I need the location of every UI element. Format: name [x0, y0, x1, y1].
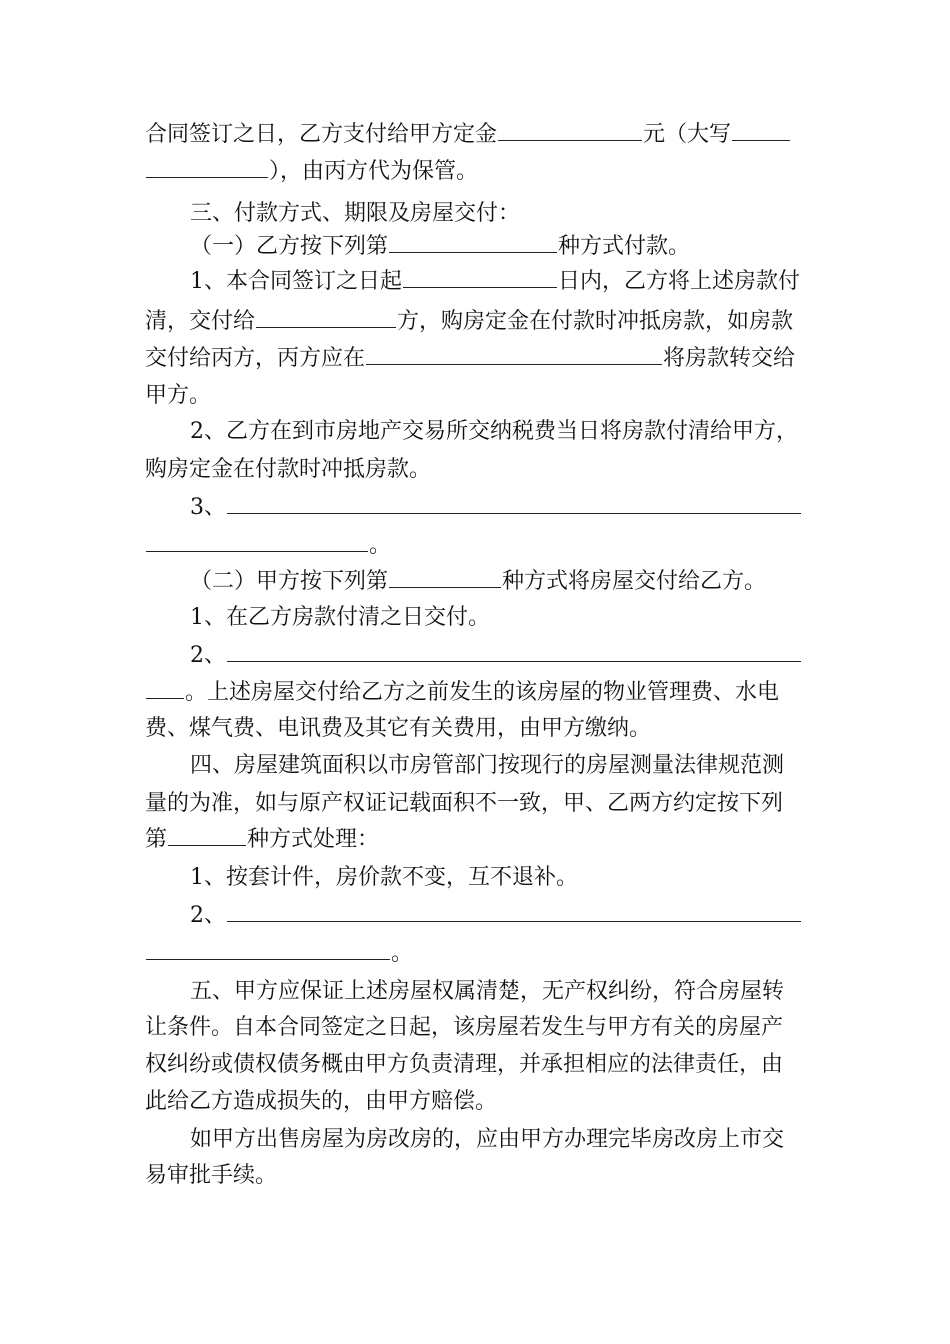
text-line: [190, 566, 766, 598]
text: （二）甲方按下列第: [190, 569, 389, 594]
text-line: 让条件。自本合同签定之日起，该房屋若发生与甲方有关的房屋产: [145, 1015, 784, 1040]
text: 元（大写: [643, 122, 732, 147]
text: （一）乙方按下列第: [190, 234, 389, 259]
text-line: 四、房屋建筑面积以市房管部门按现行的房屋测量法律规范测: [190, 753, 785, 778]
text-line: [190, 492, 802, 524]
blank-field: [498, 119, 642, 141]
text: 2、: [190, 643, 226, 668]
blank-field: [403, 266, 557, 288]
blank-field: [227, 640, 801, 662]
text-line: [145, 938, 413, 970]
text-line: [190, 231, 690, 263]
text: 第: [145, 827, 168, 852]
blank-field: [146, 530, 368, 552]
text-line: 五、甲方应保证上述房屋权属清楚，无产权纠纷，符合房屋转: [190, 979, 785, 1004]
text: 方，购房定金在付款时冲抵房款，如房款: [397, 309, 794, 334]
text: 。: [369, 533, 392, 558]
text: 3、: [190, 495, 226, 520]
text-line: 此给乙方造成损失的，由甲方赔偿。: [145, 1089, 498, 1114]
text-line: [190, 266, 800, 298]
blank-field: [256, 306, 396, 328]
text: 种方式处理：: [247, 827, 380, 852]
text: 种方式将房屋交付给乙方。: [502, 569, 767, 594]
text-line: 量的为准，如与原产权证记载面积不一致，甲、乙两方约定按下列: [145, 791, 784, 816]
blank-field: [146, 938, 390, 960]
text-line: 费、煤气费、电讯费及其它有关费用，由甲方缴纳。: [145, 716, 652, 741]
text: 交付给丙方，丙方应在: [145, 346, 366, 371]
section-heading: 三、付款方式、期限及房屋交付：: [190, 201, 521, 226]
blank-field: [146, 156, 268, 178]
blank-field: [227, 492, 801, 514]
text: ），由丙方代为保管。: [269, 159, 479, 184]
text-line: [145, 824, 379, 856]
blank-field: [366, 343, 662, 365]
blank-field: [389, 231, 557, 253]
text: 。上述房屋交付给乙方之前发生的该房屋的物业管理费、水电: [185, 680, 780, 705]
blank-field: [389, 566, 501, 588]
text-line: 2、乙方在到市房地产交易所交纳税费当日将房款付清给甲方，: [190, 419, 798, 444]
text: 清，交付给: [145, 309, 256, 334]
text-line: [145, 530, 391, 562]
text-line: [190, 640, 802, 672]
text-line: 购房定金在付款时冲抵房款。: [145, 457, 432, 482]
blank-field: [168, 824, 246, 846]
text-line: [145, 119, 791, 151]
text: 种方式付款。: [558, 234, 691, 259]
text: 1、本合同签订之日起: [190, 269, 402, 294]
text-line: [145, 677, 779, 709]
text-line: [145, 343, 795, 375]
blank-field: [146, 677, 184, 699]
text: 合同签订之日，乙方支付给甲方定金: [145, 122, 498, 147]
text: 。: [391, 941, 414, 966]
text: 日内，乙方将上述房款付: [558, 269, 801, 294]
text-line: 1、在乙方房款付清之日交付。: [190, 605, 490, 630]
text-line: [190, 900, 802, 932]
text-line: [145, 306, 793, 338]
blank-field: [732, 119, 790, 141]
text-line: [145, 156, 478, 188]
text: 2、: [190, 903, 226, 928]
text-line: 甲方。: [145, 383, 212, 408]
text-line: 如甲方出售房屋为房改房的，应由甲方办理完毕房改房上市交: [190, 1127, 785, 1152]
text-line: 易审批手续。: [145, 1163, 278, 1188]
text-line: 1、按套计件，房价款不变，互不退补。: [190, 865, 578, 890]
text-line: 权纠纷或债权债务概由甲方负责清理，并承担相应的法律责任，由: [145, 1052, 784, 1077]
text: 将房款转交给: [663, 346, 796, 371]
blank-field: [227, 900, 801, 922]
